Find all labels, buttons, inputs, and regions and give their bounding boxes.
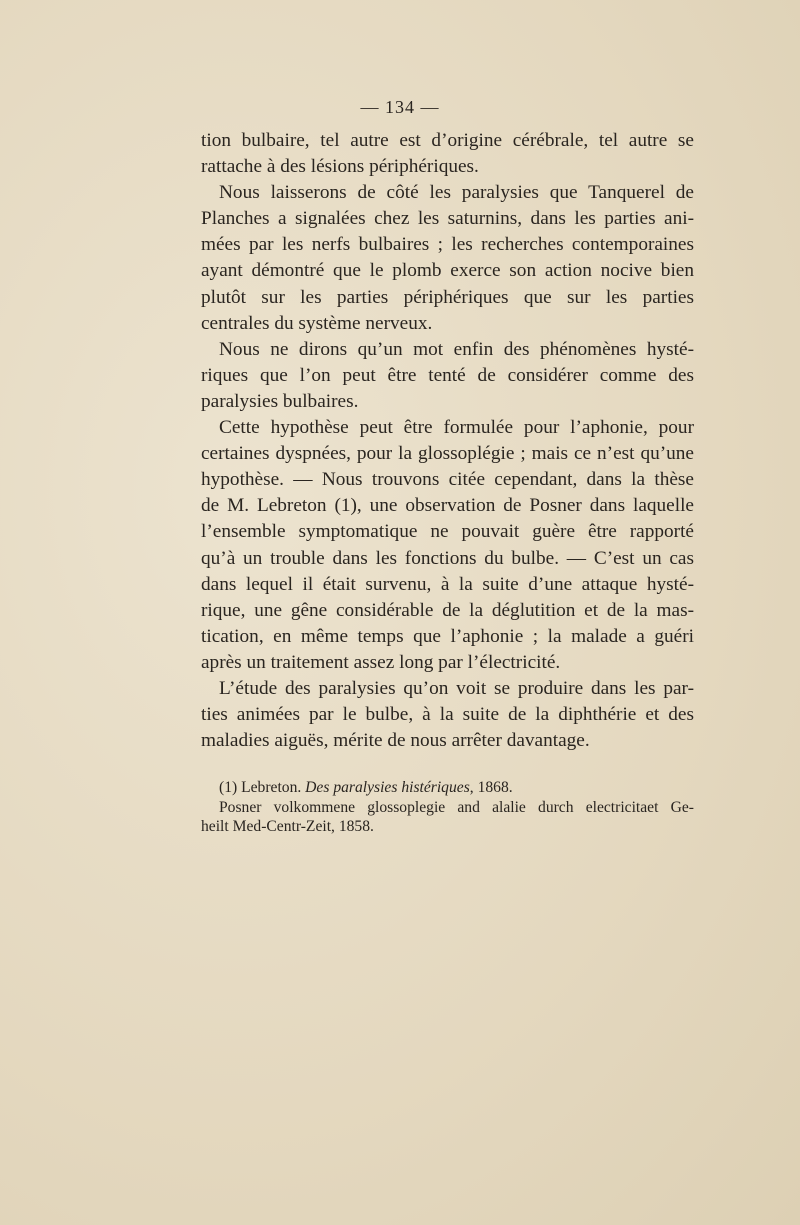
text-line: tication, en même temps que l’aphonie ; la malade a guéri	[201, 625, 694, 647]
text-line: riques que l’on peut être tenté de considérer comme des	[201, 364, 694, 386]
text-line: plutôt sur les parties périphériques que sur les parties	[201, 286, 694, 308]
footnote-2-line-1: Posner volkommene glossoplegie and alalie durch electricitaet Ge-	[219, 798, 694, 816]
text-line: L’étude des paralysies qu’on voit se produire dans les par-	[219, 677, 694, 699]
text-line: mées par les nerfs bulbaires ; les recherches contemporaines	[201, 234, 694, 256]
footnote-title: Des paralysies histériques	[305, 779, 470, 796]
footnotes	[201, 778, 694, 837]
body-text	[201, 128, 694, 754]
text-line: hypothèse. — Nous trouvons citée cependant, dans la thèse	[201, 469, 694, 491]
text-line: Nous ne dirons qu’un mot enfin des phénomènes hysté-	[219, 338, 694, 360]
text-line: de M. Lebreton (1), une observation de Posner dans laquelle	[201, 495, 694, 517]
page-number: — 134 —	[360, 97, 440, 117]
text-line: Nous laisserons de côté les paralysies que Tanquerel de	[219, 182, 694, 204]
text-line: ayant démontré que le plomb exerce son action nocive bien	[201, 260, 694, 282]
text-line: ties animées par le bulbe, à la suite de la diphthérie et des	[201, 704, 694, 726]
text-line: centrales du système nerveux.	[201, 312, 433, 334]
text-line: tion bulbaire, tel autre est d’origine cérébrale, tel autre se	[201, 130, 694, 151]
text-line: Planches a signalées chez les saturnins, dans les parties ani-	[201, 208, 694, 230]
footnote-2-line-2: heilt Med-Centr-Zeit, 1858.	[201, 818, 374, 835]
text-line: dans lequel il était survenu, à la suite d’une attaque hysté-	[201, 573, 694, 595]
text-line: certaines dyspnées, pour la glossoplégie ; mais ce n’est qu’une	[201, 443, 694, 465]
footnote-1	[201, 778, 694, 798]
footnote-author: (1) Lebreton.	[219, 779, 306, 796]
text-line: rique, une gêne considérable de la déglutition et de la mas-	[201, 599, 694, 621]
text-line: après un traitement assez long par l’électricité.	[201, 651, 561, 673]
footnote-year: , 1868.	[469, 779, 513, 796]
text-line: paralysies bulbaires.	[201, 390, 359, 412]
text-line: maladies aiguës, mérite de nous arrêter davantage.	[201, 730, 590, 752]
text-line: Cette hypothèse peut être formulée pour l’aphonie, pour	[219, 417, 694, 439]
text-line: qu’à un trouble dans les fonctions du bulbe. — C’est un cas	[201, 547, 694, 569]
text-line: l’ensemble symptomatique ne pouvait guère être rapporté	[201, 521, 694, 543]
text-line: rattache à des lésions périphériques.	[201, 156, 479, 178]
